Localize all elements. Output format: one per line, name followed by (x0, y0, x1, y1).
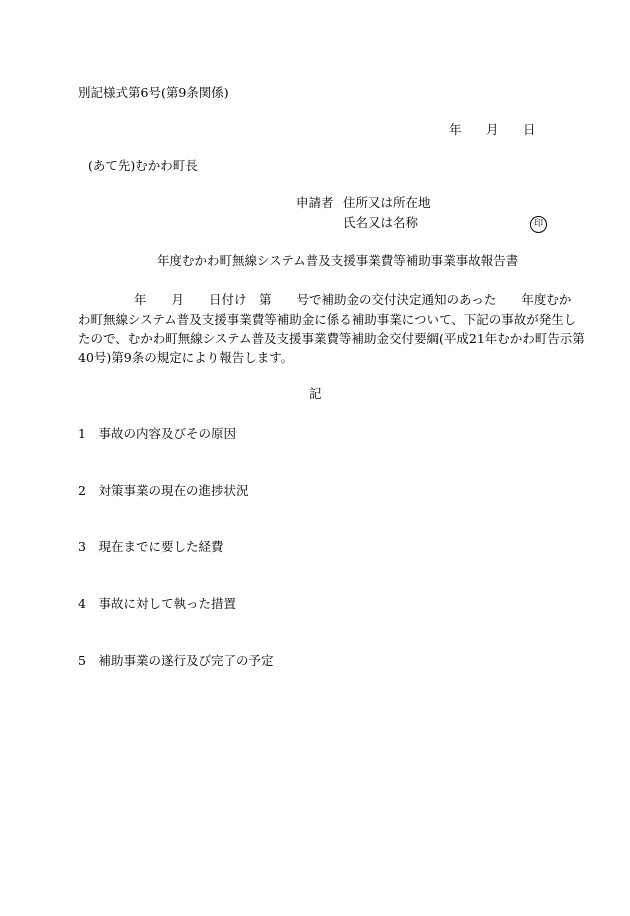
body-line-3: たので、むかわ町無線システム普及支援事業費等補助金交付要綱(平成21年むかわ町告示第 (78, 331, 585, 346)
body-line-1: 年 月 日付け 第 号で補助金の交付決定通知のあった 年度むか (134, 292, 572, 307)
seal-mark: 印 (530, 216, 547, 233)
body-line-2: わ町無線システム普及支援事業費等補助金に係る補助事業について、下記の事故が発生し (78, 312, 577, 327)
ki-heading: 記 (309, 386, 322, 401)
item-2: 2 対策事業の現在の進捗状況 (78, 483, 249, 498)
date-day-label: 日 (523, 122, 536, 137)
form-label: 別記様式第6号(第9条関係) (78, 85, 229, 100)
document-title: 年度むかわ町無線システム普及支援事業費等補助事業事故報告書 (157, 253, 519, 268)
applicant-name-label: 氏名又は名称 (343, 215, 419, 230)
item-4: 4 事故に対して執った措置 (78, 596, 236, 611)
applicant-label: 申請者 (296, 195, 334, 210)
item-1: 1 事故の内容及びその原因 (78, 426, 236, 441)
item-5: 5 補助事業の遂行及び完了の予定 (78, 653, 274, 668)
addressee: (あて先)むかわ町長 (88, 158, 198, 173)
body-line-4: 40号)第9条の規定により報告します。 (78, 350, 294, 365)
applicant-address-label: 住所又は所在地 (343, 195, 431, 210)
date-month-label: 月 (486, 122, 499, 137)
date-year-label: 年 (449, 122, 462, 137)
item-3: 3 現在までに要した経費 (78, 539, 224, 554)
